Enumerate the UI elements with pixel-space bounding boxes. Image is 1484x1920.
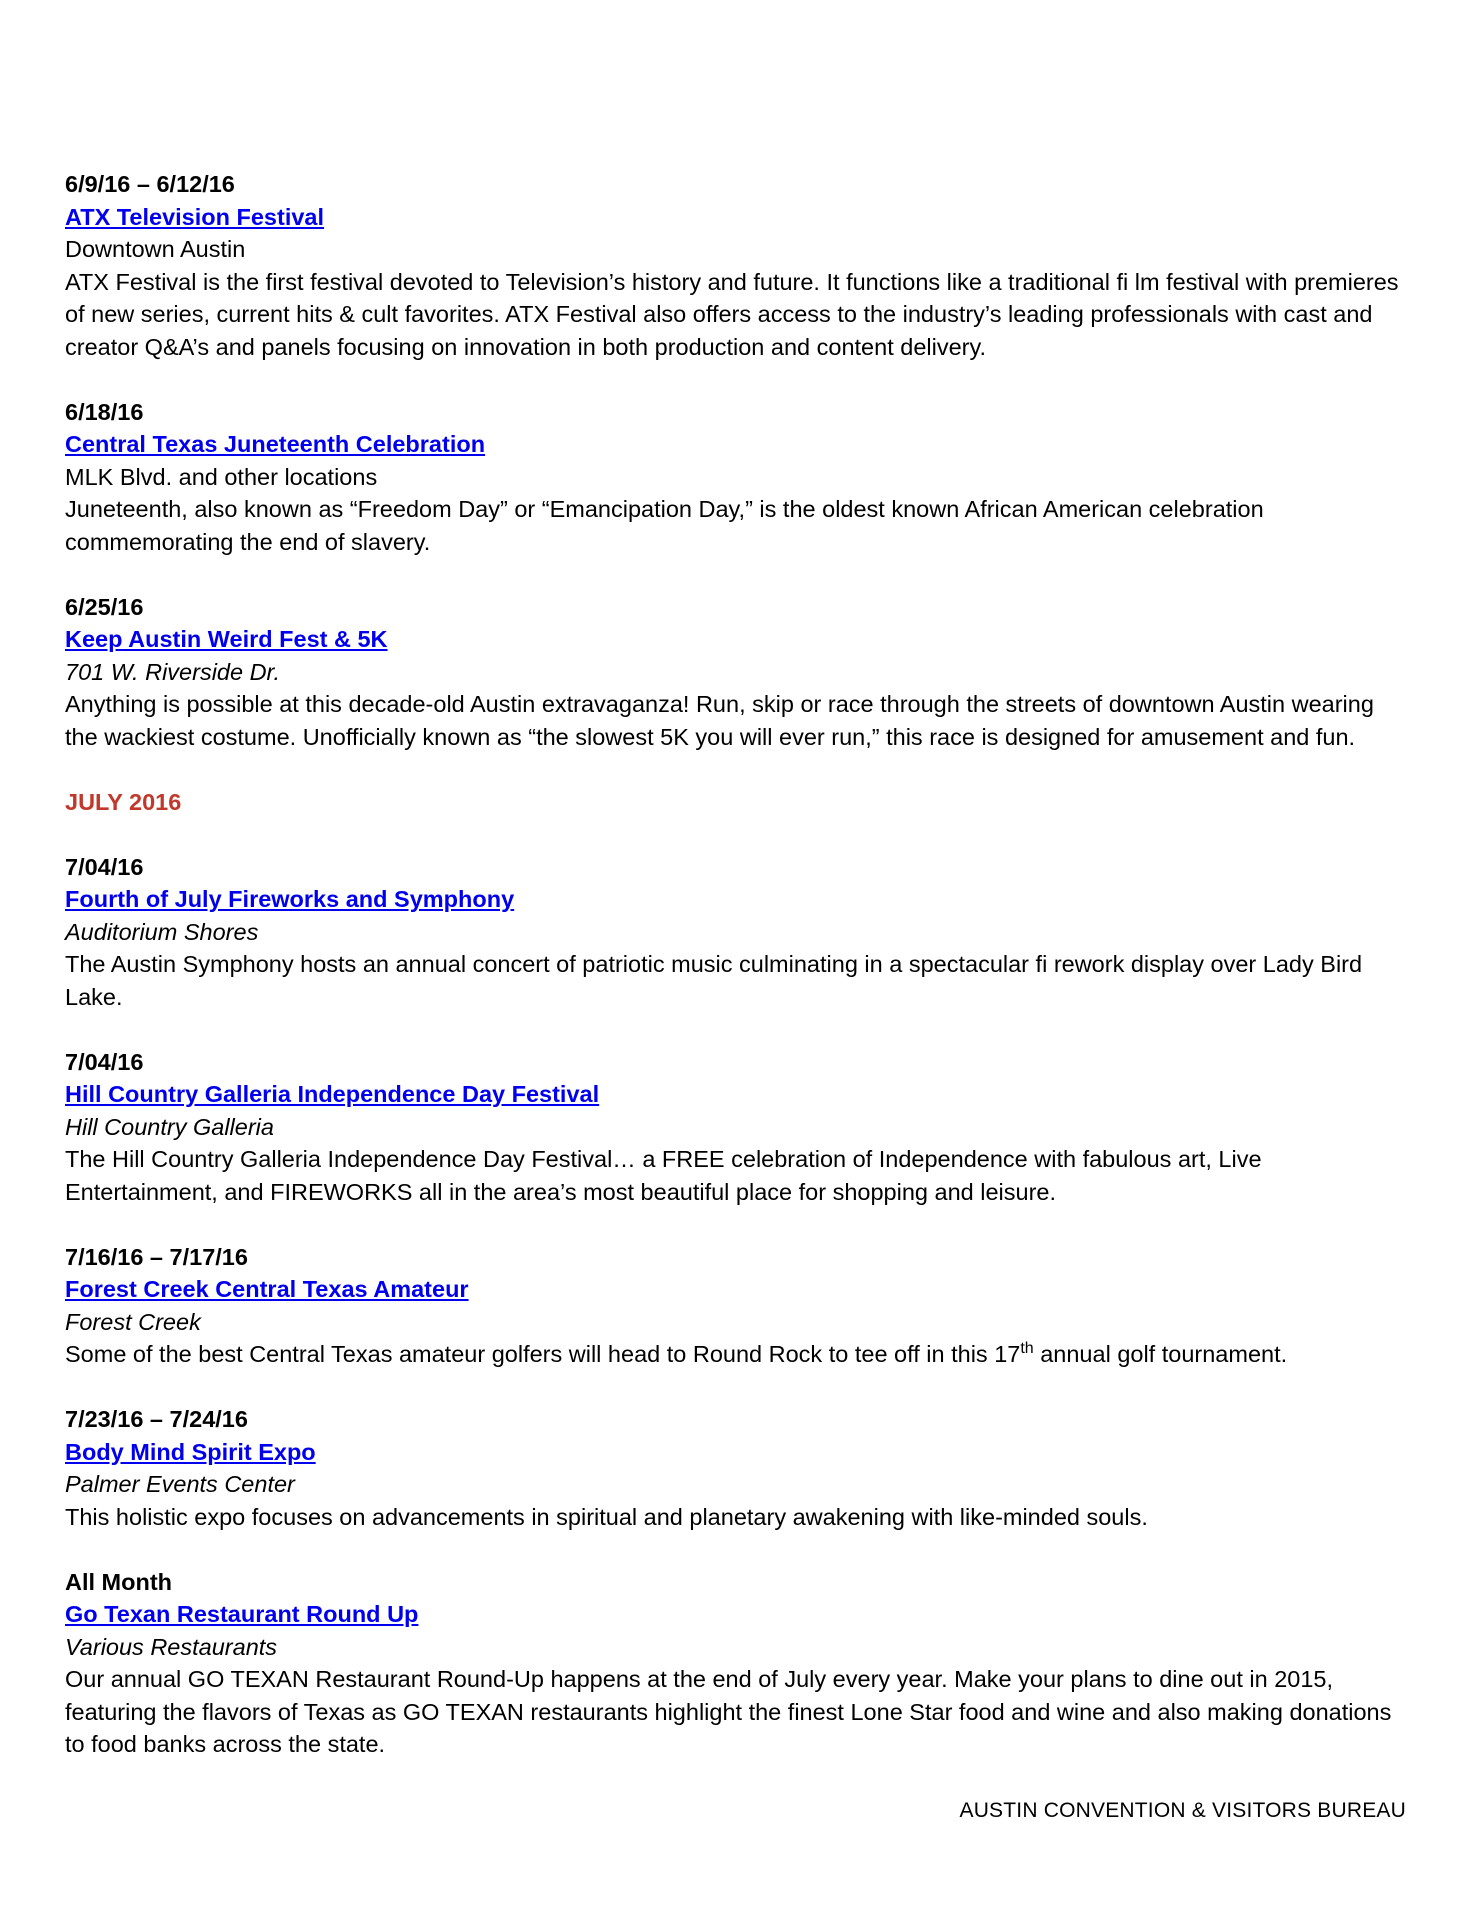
event-date: 6/25/16 — [65, 593, 144, 620]
event-calendar — [65, 168, 1405, 1793]
event-juneteenth-celebration — [65, 396, 1405, 559]
event-fourth-of-july-fireworks — [65, 851, 1405, 1014]
event-description: Anything is possible at this decade-old Austin extravaganza! Run, skip or race through the streets of downtown Austin wearing the wackiest costume. Unofficially known as “the slowest 5K you will ever run,” this race is designed for amusement and fun. — [65, 691, 1374, 750]
event-description-text: annual golf tournament. — [1033, 1341, 1288, 1367]
event-location: MLK Blvd. and other locations — [65, 463, 378, 490]
event-description: This holistic expo focuses on advancements in spiritual and planetary awakening with like-minded souls. — [65, 1503, 1148, 1530]
event-title-link[interactable]: Hill Country Galleria Independence Day Festival — [65, 1081, 600, 1107]
event-description-text: Some of the best Central Texas amateur golfers will head to Round Rock to tee off in this 17 — [65, 1341, 1021, 1367]
event-title-link[interactable]: Fourth of July Fireworks and Symphony — [65, 886, 515, 912]
event-description: Our annual GO TEXAN Restaurant Round-Up happens at the end of July every year. Make your plans to dine out in 2015, featuring the flavors of Texas as GO TEXAN restaurants highlight the finest Lone Star food and wine and also making donations to food banks across the state. — [65, 1666, 1392, 1757]
event-title-link[interactable]: ATX Television Festival — [65, 203, 325, 230]
event-body-mind-spirit-expo — [65, 1403, 1405, 1533]
event-atx-television-festival — [65, 168, 1405, 363]
ordinal-suffix: th — [1020, 1340, 1034, 1358]
event-go-texan-round-up — [65, 1566, 1405, 1761]
event-date: 7/23/16 – 7/24/16 — [65, 1406, 248, 1432]
event-description: ATX Festival is the first festival devoted to Television’s history and future. It functions like a traditional fi lm festival with premieres of new series, current hits & cult favorites. ATX Festival also offers access to the industry’s leading professionals with cast and creator Q&A’s and panels focusing on innovation in both production and content delivery. — [65, 268, 1399, 360]
month-heading-july: JULY 2016 — [65, 788, 182, 815]
event-title-link[interactable]: Body Mind Spirit Expo — [65, 1438, 316, 1465]
event-title-link[interactable]: Central Texas Juneteenth Celebration — [65, 431, 486, 457]
event-hill-country-galleria-festival — [65, 1046, 1405, 1209]
event-date: All Month — [65, 1568, 173, 1595]
event-location: Various Restaurants — [65, 1633, 278, 1660]
event-description: The Hill Country Galleria Independence Day Festival… a FREE celebration of Independence with fabulous art, Live Entertainment, and FIREWORKS all in the area’s most beautiful place for shopping and leisure. — [65, 1146, 1262, 1205]
event-date: 6/9/16 – 6/12/16 — [65, 171, 235, 197]
event-keep-austin-weird — [65, 591, 1405, 754]
event-forest-creek-amateur — [65, 1241, 1405, 1371]
event-description — [65, 1338, 1405, 1371]
event-location: Forest Creek — [65, 1308, 201, 1335]
event-description: The Austin Symphony hosts an annual concert of patriotic music culminating in a spectacular fi rework display over Lady Bird Lake. — [65, 951, 1363, 1010]
event-location: Palmer Events Center — [65, 1471, 295, 1497]
event-date: 7/04/16 — [65, 853, 144, 880]
event-description: Juneteenth, also known as “Freedom Day” or “Emancipation Day,” is the oldest known African American celebration commemorating the end of slavery. — [65, 496, 1264, 555]
event-location: Hill Country Galleria — [65, 1113, 274, 1140]
event-title-link[interactable]: Forest Creek Central Texas Amateur — [65, 1276, 469, 1302]
event-location: Downtown Austin — [65, 236, 246, 262]
event-title-link[interactable]: Go Texan Restaurant Round Up — [65, 1601, 419, 1627]
event-date: 7/16/16 – 7/17/16 — [65, 1243, 248, 1270]
event-title-link[interactable]: Keep Austin Weird Fest & 5K — [65, 626, 388, 652]
event-location: Auditorium Shores — [65, 918, 259, 945]
event-date: 7/04/16 — [65, 1048, 144, 1075]
event-date: 6/18/16 — [65, 398, 144, 425]
footer-organization: AUSTIN CONVENTION & VISITORS BUREAU — [959, 1799, 1406, 1822]
event-location: 701 W. Riverside Dr. — [65, 658, 281, 685]
